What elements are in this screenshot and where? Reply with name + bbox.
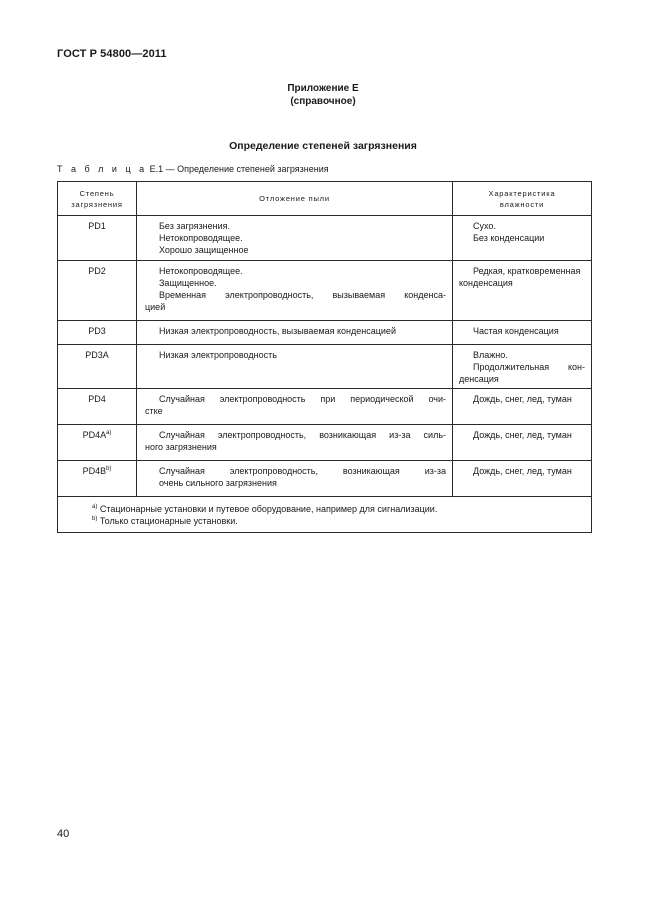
humidity-line: денсация: [459, 374, 499, 384]
deposit-line: Низкая электропроводность: [159, 350, 277, 360]
deposit-line: Низкая электропроводность, вызываемая конденсацией: [159, 326, 396, 336]
deposit-line: Временная электропроводность, вызываемая конденса-: [159, 290, 446, 300]
header-degree-line2: загрязнения: [71, 199, 123, 209]
cell-humidity: [453, 461, 592, 497]
table-row: [58, 321, 592, 345]
humidity-line: Частая конденсация: [473, 326, 559, 336]
deposit-line: Хорошо защищенное: [159, 245, 249, 255]
table-caption: [57, 164, 329, 174]
deposit-line: стке: [145, 406, 163, 416]
header-humidity-line1: Характеристика: [488, 188, 556, 198]
table-body: [58, 216, 592, 497]
cell-humidity: [453, 261, 592, 321]
section-title: Определение степеней загрязнения: [229, 140, 417, 152]
degree-label: PD4B: [82, 466, 107, 476]
cell-humidity: [453, 345, 592, 389]
table-row: [58, 261, 592, 321]
table-row: [58, 216, 592, 261]
degree-label: PD3: [88, 326, 106, 336]
cell-deposit: [137, 461, 453, 497]
deposit-line: Случайная электропроводность при периодической очи-: [159, 394, 446, 404]
cell-humidity: [453, 216, 592, 261]
footnote-mark: b): [106, 466, 112, 472]
table-note: [92, 503, 583, 515]
cell-degree: [58, 345, 137, 389]
cell-humidity: [453, 321, 592, 345]
humidity-line: Дождь, снег, лед, туман: [473, 466, 572, 476]
table-notes-row: [58, 497, 592, 533]
table-row: [58, 461, 592, 497]
table-row: [58, 425, 592, 461]
cell-degree: [58, 321, 137, 345]
footnote-mark: a): [106, 430, 112, 436]
degree-label: PD4A: [82, 430, 107, 440]
header-humidity: [453, 182, 592, 216]
cell-deposit: [137, 216, 453, 261]
header-deposit: Отложение пыли: [137, 182, 453, 216]
cell-deposit: [137, 425, 453, 461]
note-text: Стационарные установки и путевое оборудование, например для сигнализации.: [97, 504, 438, 514]
cell-degree: [58, 261, 137, 321]
humidity-line: Дождь, снег, лед, туман: [473, 394, 572, 404]
annex-heading: [0, 82, 646, 108]
humidity-line: Дождь, снег, лед, туман: [473, 430, 572, 440]
deposit-line: Случайная электропроводность, возникающая из-за: [159, 466, 446, 476]
pollution-degree-table: [57, 181, 592, 533]
header-humidity-line2: влажности: [499, 199, 545, 209]
cell-deposit: [137, 261, 453, 321]
page-number: 40: [57, 828, 70, 840]
document-code: ГОСТ Р 54800—2011: [57, 48, 167, 60]
table-caption-prefix: Т а б л и ц а: [57, 164, 148, 174]
annex-title: Приложение Е: [287, 83, 359, 94]
deposit-line: Без загрязнения.: [159, 221, 231, 231]
humidity-line: конденсация: [459, 278, 513, 288]
cell-deposit: [137, 345, 453, 389]
cell-degree: [58, 461, 137, 497]
degree-label: PD3A: [85, 350, 109, 360]
degree-label: PD4: [88, 394, 106, 404]
table-header-row: [58, 182, 592, 216]
table-row: [58, 389, 592, 425]
humidity-line: Сухо.: [473, 221, 496, 231]
table-row: [58, 345, 592, 389]
note-text: Только стационарные установки.: [97, 516, 238, 526]
humidity-line: Без конденсации: [473, 233, 545, 243]
cell-degree: [58, 389, 137, 425]
table-caption-text: Е.1 — Определение степеней загрязнения: [147, 164, 329, 174]
deposit-line: цией: [145, 302, 166, 312]
humidity-line: Редкая, кратковременная: [473, 266, 581, 276]
degree-label: PD2: [88, 266, 106, 276]
cell-humidity: [453, 425, 592, 461]
deposit-line: Случайная электропроводность, возникающая из-за силь-: [159, 430, 446, 440]
cell-deposit: [137, 321, 453, 345]
deposit-line: Нетокопроводящее.: [159, 266, 243, 276]
cell-degree: [58, 425, 137, 461]
deposit-line: Нетокопроводящее.: [159, 233, 243, 243]
cell-degree: [58, 216, 137, 261]
header-degree-line1: Степень: [79, 188, 115, 198]
deposit-line: Защищенное.: [159, 278, 217, 288]
humidity-line: Влажно.: [473, 350, 508, 360]
deposit-line: ного загрязнения: [145, 442, 217, 452]
degree-label: PD1: [88, 221, 106, 231]
deposit-line: очень сильного загрязнения: [159, 478, 277, 488]
note-mark: a): [92, 504, 98, 510]
note-mark: b): [92, 516, 98, 522]
cell-humidity: [453, 389, 592, 425]
table-notes: [58, 497, 592, 533]
cell-deposit: [137, 389, 453, 425]
humidity-line: Продолжительная кон-: [473, 362, 585, 372]
annex-type: (справочное): [290, 96, 356, 107]
table-note: [92, 515, 583, 527]
header-degree: [58, 182, 137, 216]
